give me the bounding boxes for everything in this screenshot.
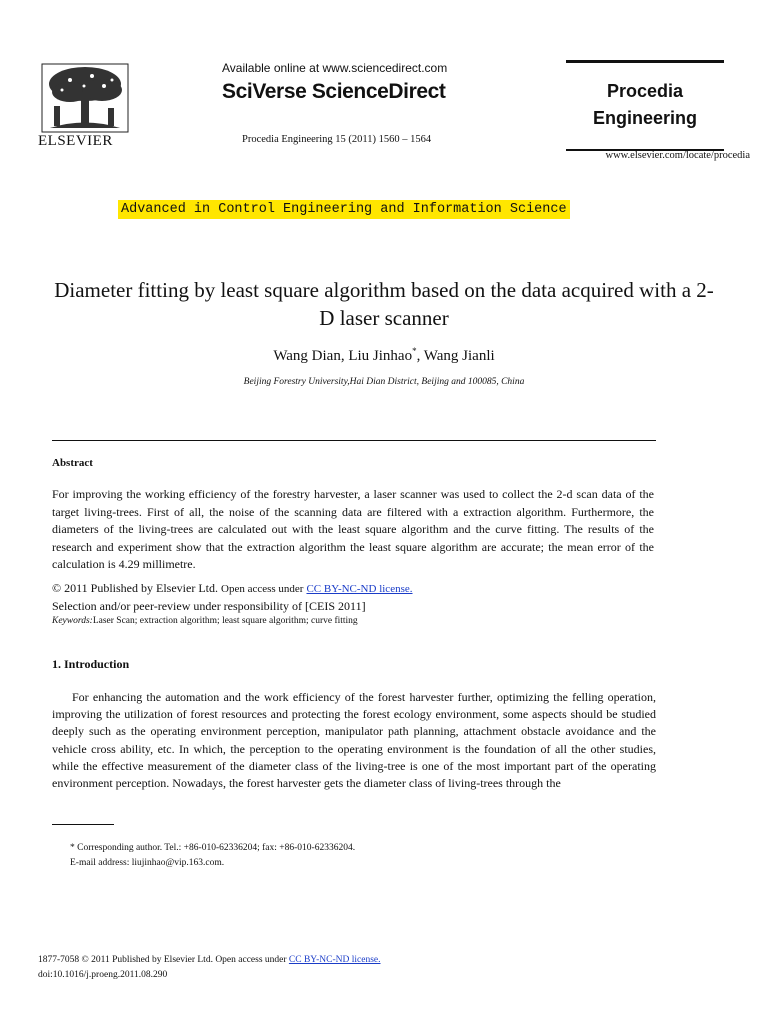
abstract-body: For improving the working efficiency of the forestry harvester, a laser scanner was used to collect the 2-d scan data of the target living-trees. First of all, the noise of the scanning data are filtered with a extraction algorithm. Furthermore, the diameters of the living-trees are calculated out with the least square algorithm and the curve fitting. The results of the research and experiment show that the extraction algorithm the least square algorithm are accurate; the mean error of the calculation is 4.29 millimetre. [52,487,654,571]
introduction-heading: 1. Introduction [52,657,130,671]
email-footnote: E-mail address: liujinhao@vip.163.com. [70,858,225,868]
author-affiliation: Beijing Forestry University,Hai Dian District, Beijing and 100085, China [243,377,525,387]
available-online-text: Available online at www.sciencedirect.com [222,61,448,75]
keywords-text: Laser Scan; extraction algorithm; least square algorithm; curve fitting [92,616,358,626]
journal-citation: Procedia Engineering 15 (2011) 1560 – 1564 [242,134,432,145]
abstract-heading: Abstract [52,457,93,469]
keywords-label: Keywords: [52,616,93,626]
footer-license-link[interactable]: CC BY-NC-ND license. [288,955,381,965]
peer-review-line: Selection and/or peer-review under responsibility of [CEIS 2011] [52,599,366,613]
open-access-text: Open access under [221,583,304,595]
copyright-line [52,581,413,596]
license-link[interactable]: CC BY-NC-ND license. [306,583,413,595]
copyright-text: © 2011 Published by Elsevier Ltd. [52,581,218,595]
article-authors [50,346,718,365]
authors-part2: , Wang Jianli [416,348,495,364]
footnote-divider [52,824,114,825]
corresponding-author-footnote: * Corresponding author. Tel.: +86-010-62336204; fax: +86-010-62336204. [70,843,356,853]
introduction-body: For enhancing the automation and the work efficiency of the forest harvester further, optimizing the felling operation, improving the utilization of forest resources and protecting the forest ecology environment, some aspects should be studied deeply such as the operating environment perception, manipulator path planning, attachment obstacle avoidance and the vehicle cross ability, etc. In which, the perception to the operating environment is the foundation of all the other studies, while the effective measurement of the diameter class of the living-tree is one of the most important part of the operating environment perception. Nowadays, the forest harvester gets the diameter class of living-trees through the [52,690,656,791]
doi-line[interactable]: doi:10.1016/j.proeng.2011.08.290 [38,970,168,980]
sciverse-sciencedirect-logo: SciVerse ScienceDirect [222,80,446,103]
corresponding-mark: * [412,346,417,356]
journal-name-line2: Engineering [592,108,697,128]
issn-line [38,955,381,965]
article-title: Diameter fitting by least square algorithm based on the data acquired with a 2-D laser scanner [54,278,714,330]
header-divider [52,440,656,441]
journal-name [566,78,724,132]
authors-part1: Wang Dian, Liu Jinhao [273,348,413,364]
conference-banner: Advanced in Control Engineering and Information Science [118,200,570,219]
publisher-name: ELSEVIER [38,133,113,149]
issn-text: 1877-7058 © 2011 Published by Elsevier Ltd. Open access under [38,955,287,965]
keywords-line [52,616,358,626]
journal-url[interactable]: www.elsevier.com/locate/procedia [605,150,750,161]
journal-name-line1: Procedia [606,81,684,101]
